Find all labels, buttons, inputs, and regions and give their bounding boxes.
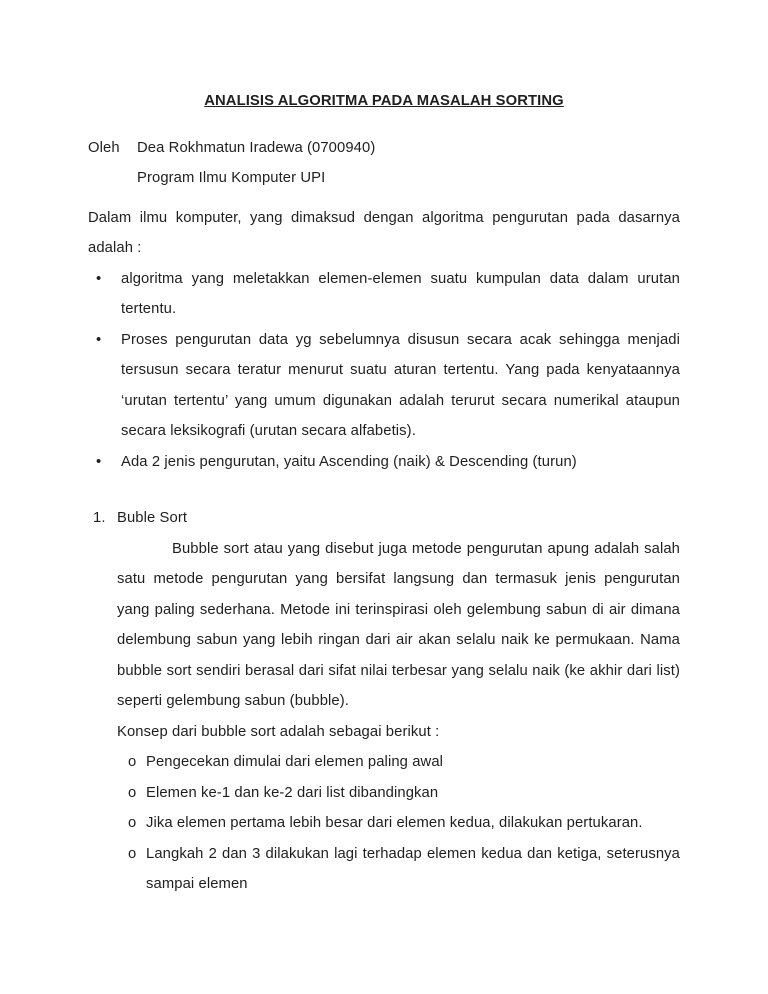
bullet-marker: •: [96, 270, 102, 287]
section-title: Buble Sort: [117, 510, 188, 526]
intro-paragraph: Dalam ilmu komputer, yang dimaksud dengan algoritma pengurutan pada dasarnya adalah :: [88, 209, 680, 256]
intro-bullet-list: [88, 264, 680, 478]
sub-bullet-marker: o: [128, 754, 137, 770]
sub-bullet-marker: o: [128, 815, 137, 831]
concept-intro: Konsep dari bubble sort adalah sebagai berikut :: [117, 723, 440, 740]
sub-bullet-item: [117, 808, 680, 839]
page-title: ANALISIS ALGORITMA PADA MASALAH SORTING: [204, 93, 564, 109]
sub-bullet-marker: o: [128, 845, 137, 862]
byline-block: [137, 133, 375, 194]
bullet-item: [88, 447, 680, 478]
sub-bullet-text: Langkah 2 dan 3 dilakukan lagi terhadap elemen kedua dan ketiga, seterusnya sampai elemen: [146, 845, 680, 892]
sub-bullet-marker: o: [128, 784, 137, 801]
sub-bullet-text: Pengecekan dimulai dari elemen paling awal: [146, 754, 444, 770]
author-name: Dea Rokhmatun Iradewa (0700940): [137, 139, 376, 156]
sub-bullet-text: Elemen ke-1 dan ke-2 dari list dibandingkan: [146, 784, 439, 801]
byline: [88, 133, 680, 194]
section-heading: [88, 503, 680, 534]
concept-bullet-list: [117, 747, 680, 900]
bullet-text: Ada 2 jenis pengurutan, yaitu Ascending (naik) & Descending (turun): [121, 453, 577, 470]
bullet-item: [88, 325, 680, 447]
sub-bullet-item: [117, 778, 680, 809]
byline-label: Oleh: [88, 139, 120, 156]
section-number: 1.: [93, 510, 106, 526]
bullet-text: algoritma yang meletakkan elemen-elemen suatu kumpulan data dalam urutan tertentu.: [121, 270, 680, 317]
bullet-item: [88, 264, 680, 325]
section-paragraph: Bubble sort atau yang disebut juga metode pengurutan apung adalah salah satu metode pengurutan yang bersifat langsung dan termasuk jenis pengurutan yang paling sederhana. Metode ini terinspirasi oleh gelembung sabun di air dimana delembung sabun yang lebih ringan dari air akan selalu naik ke permukaan. Nama bubble sort sendiri berasal dari sifat nilai terbesar yang selalu naik (ke akhir dari list) seperti gelembung sabun (bubble).: [117, 540, 680, 709]
bullet-marker: •: [96, 453, 102, 470]
sub-bullet-item: [117, 747, 680, 778]
sub-bullet-text: Jika elemen pertama lebih besar dari elemen kedua, dilakukan pertukaran.: [146, 815, 643, 831]
bullet-marker: •: [96, 331, 102, 348]
sub-bullet-item: [117, 839, 680, 900]
author-affiliation: Program Ilmu Komputer UPI: [137, 170, 326, 186]
bullet-text: Proses pengurutan data yg sebelumnya disusun secara acak sehingga menjadi tersusun secara teratur menurut suatu aturan tertentu. Yang pada kenyataannya ‘urutan tertentu’ yang umum digunakan adalah terurut secara numerikal ataupun secara leksikografi (urutan secara alfabetis).: [121, 331, 680, 439]
